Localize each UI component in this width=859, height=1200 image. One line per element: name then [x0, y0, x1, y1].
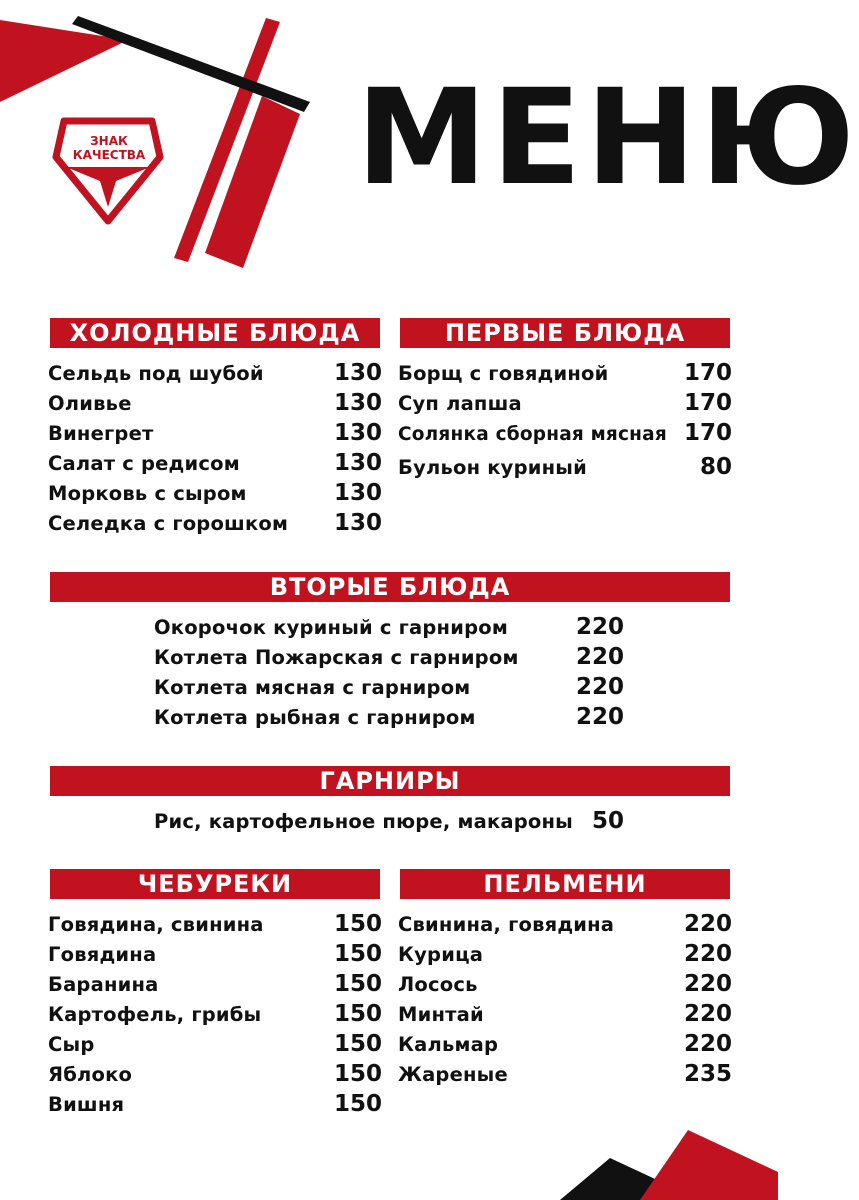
item-name: Жареные: [398, 1063, 508, 1086]
item-name: Говядина, свинина: [48, 913, 264, 936]
item-name: Сыр: [48, 1033, 95, 1056]
item-name: Солянка сборная мясная: [398, 424, 667, 445]
list-item: [154, 806, 624, 836]
list-item: [48, 999, 382, 1029]
first-courses-list: [398, 358, 732, 482]
list-item: [48, 358, 382, 388]
item-price: 220: [575, 614, 624, 640]
item-name: Свинина, говядина: [398, 913, 615, 936]
section-title-second: ВТОРЫЕ БЛЮДА: [50, 572, 730, 602]
list-item: [398, 909, 732, 939]
item-price: 150: [333, 1031, 382, 1057]
item-name: Рис, картофельное пюре, макароны: [154, 810, 573, 833]
item-price: 130: [333, 480, 382, 506]
list-item: [398, 1029, 732, 1059]
item-price: 130: [333, 510, 382, 536]
item-price: 130: [333, 420, 382, 446]
item-name: Борщ с говядиной: [398, 362, 609, 385]
item-price: 150: [333, 941, 382, 967]
list-item: [48, 1089, 382, 1119]
section-title-sides: ГАРНИРЫ: [50, 766, 730, 796]
chebureki-list: [48, 909, 382, 1119]
section-title-chebureki: ЧЕБУРЕКИ: [50, 869, 380, 899]
list-item: [398, 418, 732, 448]
cold-dishes-list: [48, 358, 382, 538]
list-item: [398, 452, 732, 482]
list-item: [48, 909, 382, 939]
item-name: Котлета рыбная с гарниром: [154, 706, 476, 729]
side-dishes-list: [154, 806, 624, 836]
item-name: Селедка с горошком: [48, 512, 289, 535]
item-name: Винегрет: [48, 422, 154, 445]
red-shape-bottom-right: [640, 1130, 778, 1200]
pelmeni-list: [398, 909, 732, 1089]
list-item: [48, 939, 382, 969]
list-item: [154, 672, 624, 702]
quality-mark-badge: [52, 117, 164, 225]
item-price: 220: [683, 1001, 732, 1027]
badge-line1: ЗНАК: [90, 134, 128, 148]
item-price: 130: [333, 390, 382, 416]
list-item: [398, 999, 732, 1029]
item-price: 235: [683, 1061, 732, 1087]
list-item: [48, 969, 382, 999]
section-title-cold: ХОЛОДНЫЕ БЛЮДА: [50, 318, 380, 348]
item-name: Котлета мясная с гарниром: [154, 676, 471, 699]
list-item: [398, 388, 732, 418]
list-item: [48, 1059, 382, 1089]
item-price: 220: [575, 644, 624, 670]
list-item: [48, 418, 382, 448]
list-item: [154, 642, 624, 672]
item-name: Котлета Пожарская с гарниром: [154, 646, 519, 669]
item-name: Сельдь под шубой: [48, 362, 264, 385]
list-item: [48, 508, 382, 538]
item-price: 220: [575, 674, 624, 700]
page-title: МЕНЮ: [356, 61, 859, 215]
item-price: 150: [333, 1001, 382, 1027]
item-price: 220: [683, 911, 732, 937]
list-item: [48, 478, 382, 508]
second-courses-list: [154, 612, 624, 732]
badge-line2: КАЧЕСТВА: [72, 148, 146, 162]
item-price: 170: [683, 390, 732, 416]
section-title-first: ПЕРВЫЕ БЛЮДА: [400, 318, 730, 348]
list-item: [48, 1029, 382, 1059]
list-item: [398, 1059, 732, 1089]
item-name: Минтай: [398, 1003, 484, 1026]
item-name: Яблоко: [48, 1063, 133, 1086]
item-price: 220: [683, 1031, 732, 1057]
item-price: 130: [333, 450, 382, 476]
item-name: Бульон куриный: [398, 456, 587, 479]
item-price: 150: [333, 911, 382, 937]
item-price: 50: [591, 808, 624, 834]
item-price: 220: [575, 704, 624, 730]
list-item: [48, 448, 382, 478]
item-name: Суп лапша: [398, 392, 522, 415]
item-name: Салат с редисом: [48, 452, 240, 475]
item-name: Лосось: [398, 973, 478, 996]
section-title-pelmeni: ПЕЛЬМЕНИ: [400, 869, 730, 899]
list-item: [154, 702, 624, 732]
item-name: Баранина: [48, 973, 159, 996]
item-price: 170: [683, 420, 732, 446]
item-name: Кальмар: [398, 1033, 499, 1056]
red-wide-stripe: [205, 96, 300, 268]
item-name: Картофель, грибы: [48, 1003, 262, 1026]
list-item: [154, 612, 624, 642]
list-item: [398, 969, 732, 999]
item-price: 150: [333, 971, 382, 997]
item-price: 150: [333, 1091, 382, 1117]
item-price: 220: [683, 941, 732, 967]
item-name: Окорочок куриный с гарниром: [154, 616, 508, 639]
item-price: 170: [683, 360, 732, 386]
item-name: Говядина: [48, 943, 157, 966]
item-price: 150: [333, 1061, 382, 1087]
item-name: Оливье: [48, 392, 132, 415]
item-name: Морковь с сыром: [48, 482, 247, 505]
list-item: [48, 388, 382, 418]
item-price: 80: [699, 454, 732, 480]
item-name: Вишня: [48, 1093, 125, 1116]
list-item: [398, 939, 732, 969]
item-name: Курица: [398, 943, 484, 966]
list-item: [398, 358, 732, 388]
item-price: 130: [333, 360, 382, 386]
item-price: 220: [683, 971, 732, 997]
